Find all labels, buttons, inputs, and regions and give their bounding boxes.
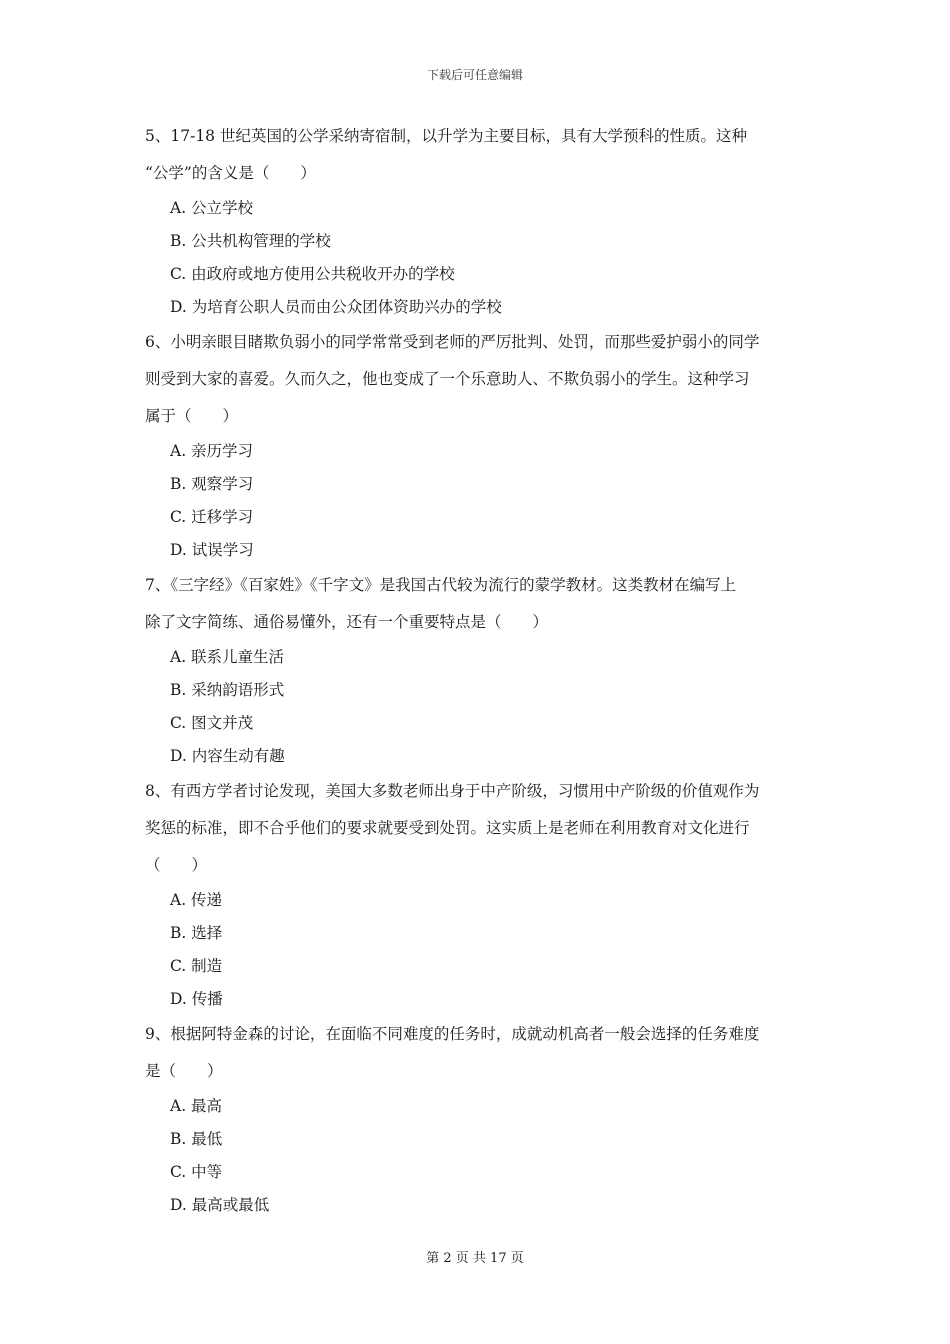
question-7-option-c: C. 图文并茂	[170, 714, 254, 732]
page-footer: 第 2 页 共 17 页	[426, 1251, 524, 1266]
question-9-option-d: D. 最高或最低	[170, 1196, 270, 1214]
page-header: 下载后可任意编辑	[426, 68, 523, 82]
question-6-option-a: A. 亲历学习	[170, 442, 254, 460]
question-8-line-2: 奖惩的标准，即不合乎他们的要求就要受到处罚。这实质上是老师在利用教育对文化进行	[145, 819, 750, 837]
question-7-option-d: D. 内容生动有趣	[170, 747, 285, 765]
question-9-line-2: 是（ ）	[145, 1062, 223, 1080]
question-5-line-2: “公学”的含义是（ ）	[145, 164, 316, 182]
question-6-line-3: 属于（ ）	[145, 407, 239, 425]
question-9-option-b: B. 最低	[170, 1130, 223, 1148]
question-6-option-b: B. 观察学习	[170, 475, 254, 493]
question-9	[145, 1016, 815, 1222]
question-5-option-c: C. 由政府或地方使用公共税收开办的学校	[170, 265, 455, 283]
question-8-line-1: 8、有西方学者讨论发现，美国大多数老师出身于中产阶级，习惯用中产阶级的价值观作为	[145, 782, 760, 800]
question-8	[145, 773, 815, 1016]
question-6	[145, 324, 815, 567]
question-7-option-b: B. 采纳韵语形式	[170, 681, 285, 699]
question-6-option-d: D. 试误学习	[170, 541, 254, 559]
question-8-option-c: C. 制造	[170, 957, 223, 975]
question-7-option-a: A. 联系儿童生活	[170, 648, 285, 666]
question-8-option-a: A. 传递	[170, 891, 223, 909]
question-8-line-3: （ ）	[145, 856, 208, 874]
question-6-option-c: C. 迁移学习	[170, 508, 254, 526]
question-list	[145, 118, 815, 1222]
question-7-line-2: 除了文字简练、通俗易懂外，还有一个重要特点是（ ）	[145, 613, 549, 631]
question-5-option-b: B. 公共机构管理的学校	[170, 232, 331, 250]
question-5	[145, 118, 815, 324]
question-8-option-d: D. 传播	[170, 990, 223, 1008]
question-9-line-1: 9、根据阿特金森的讨论，在面临不同难度的任务时，成就动机高者一般会选择的任务难度	[145, 1025, 760, 1043]
question-6-line-1: 6、小明亲眼目睹欺负弱小的同学常常受到老师的严厉批判、处罚，而那些爱护弱小的同学	[145, 333, 760, 351]
question-7-line-1: 7、《三字经》《百家姓》《千字文》是我国古代较为流行的蒙学教材。这类教材在编写上	[145, 576, 737, 594]
question-9-option-a: A. 最高	[170, 1097, 223, 1115]
question-5-option-d: D. 为培育公职人员而由公众团体资助兴办的学校	[170, 298, 502, 316]
question-5-option-a: A. 公立学校	[170, 199, 254, 217]
question-8-option-b: B. 选择	[170, 924, 223, 942]
question-9-option-c: C. 中等	[170, 1163, 223, 1181]
question-6-line-2: 则受到大家的喜爱。久而久之，他也变成了一个乐意助人、不欺负弱小的学生。这种学习	[145, 370, 750, 388]
question-7	[145, 567, 815, 773]
question-5-line-1: 5、17-18 世纪英国的公学采纳寄宿制，以升学为主要目标，具有大学预科的性质。这种	[145, 127, 747, 145]
